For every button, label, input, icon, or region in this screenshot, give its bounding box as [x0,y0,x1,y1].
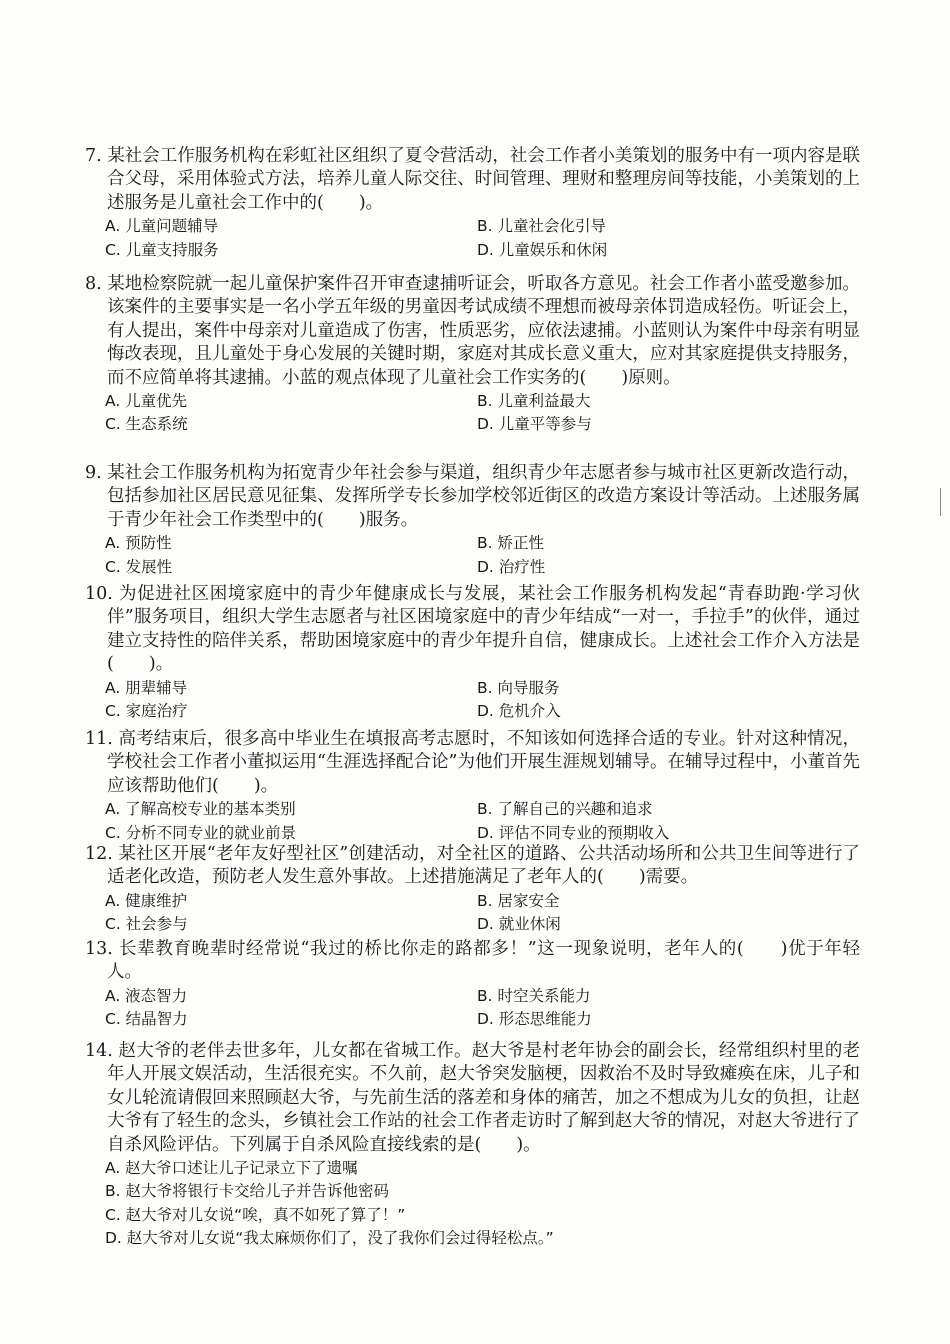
option-d: D. 就业休闲 [477,915,561,934]
option-a: A. 预防性 [105,534,172,553]
option-d: D. 儿童平等参与 [477,415,592,434]
question-10 [85,583,860,723]
option-c: C. 结晶智力 [105,1010,188,1029]
option-a: A. 健康维护 [105,891,188,910]
option-b: B. 时空关系能力 [477,986,591,1005]
option-a: A. 赵大爷口述让儿子记录立下了遗嘱 [105,1159,358,1178]
option-list [105,677,860,724]
option-list [105,985,860,1032]
question-stem: 7. 某社会工作服务机构在彩虹社区组织了夏令营活动，社会工作者小美策划的服务中有一项内容是联合父母，采用体验式方法，培养儿童人际交往、时间管理、理财和整理房间等技能，小美策划的上述服务是儿童社会工作中的( )。 [85,146,860,213]
option-list [105,532,860,579]
question-12 [85,843,860,937]
question-14 [85,1040,860,1251]
question-stem: 14. 赵大爷的老伴去世多年，儿女都在省城工作。赵大爷是村老年协会的副会长，经常组织村里的老年人开展文娱活动，生活很充实。不久前，赵大爷突发脑梗，因救治不及时导致瘫痪在床，儿子和女儿轮流请假回来照顾赵大爷，与先前生活的落差和身体的痛苦，加之不想成为儿女的负担，让赵大爷有了轻生的念头，乡镇社会工作站的社会工作者走访时了解到赵大爷的情况，对赵大爷进行了自杀风险评估。下列属于自杀风险直接线索的是( )。 [85,1041,860,1155]
question-stem: 12. 某社区开展“老年友好型社区”创建活动，对全社区的道路、公共活动场所和公共卫生间等进行了适老化改造，预防老人发生意外事故。上述措施满足了老年人的( )需要。 [85,844,860,888]
option-c: C. 分析不同专业的就业前景 [105,823,297,842]
option-c: C. 赵大爷对儿女说“唉，真不如死了算了！” [105,1205,406,1224]
question-stem: 10. 为促进社区困境家庭中的青少年健康成长与发展，某社会工作服务机构发起“青春助跑·学习伙伴”服务项目，组织大学生志愿者与社区困境家庭中的青少年结成“一对一，手拉手”的伙伴，通过建立支持性的陪伴关系，帮助困境家庭中的青少年提升自信，健康成长。上述社会工作介入方法是( )。 [85,584,860,675]
question-stem: 13. 长辈教育晚辈时经常说“我过的桥比你走的路都多！”这一现象说明，老年人的( )优于年轻人。 [85,939,860,983]
question-stem: 8. 某地检察院就一起儿童保护案件召开审查逮捕听证会，听取各方意见。社会工作者小蓝受邀参加。该案件的主要事实是一名小学五年级的男童因考试成绩不理想而被母亲体罚造成轻伤。听证会上，有人提出，案件中母亲对儿童造成了伤害，性质恶劣，应依法逮捕。小蓝则认为案件中母亲有明显悔改表现，且儿童处于身心发展的关键时期，家庭对其成长意义重大，应对其家庭提供支持服务，而不应简单将其逮捕。小蓝的观点体现了儿童社会工作实务的( )原则。 [85,274,860,388]
option-list [105,890,860,937]
option-b: B. 儿童社会化引导 [477,217,606,236]
option-list [105,215,860,262]
option-c: C. 生态系统 [105,415,188,434]
question-7 [85,145,860,262]
option-a: A. 了解高校专业的基本类别 [105,800,296,819]
option-a: A. 儿童优先 [105,392,188,411]
option-c: C. 家庭治疗 [105,702,188,721]
option-d: D. 治疗性 [477,557,546,576]
question-11 [85,728,860,845]
option-d: D. 儿童娱乐和休闲 [477,240,608,259]
question-stem: 11. 高考结束后，很多高中毕业生在填报高考志愿时，不知该如何选择合适的专业。针对这种情况，学校社会工作者小董拟运用“生涯选择配合论”为他们开展生涯规划辅导。在辅导过程中，小董首先应该帮助他们( )。 [85,729,860,796]
option-a: A. 儿童问题辅导 [105,217,219,236]
question-8 [85,273,860,437]
option-d: D. 赵大爷对儿女说“我太麻烦你们了，没了我你们会过得轻松点。” [105,1229,554,1248]
option-c: C. 儿童支持服务 [105,240,219,259]
option-d: D. 危机介入 [477,702,561,721]
question-9 [85,462,860,579]
option-a: A. 朋辈辅导 [105,678,188,697]
option-list [105,390,860,437]
option-b: B. 赵大爷将银行卡交给儿子并告诉他密码 [105,1182,389,1201]
option-list [105,798,860,845]
scan-margin-mark [940,488,941,516]
option-b: B. 了解自己的兴趣和追求 [477,800,653,819]
question-stem: 9. 某社会工作服务机构为拓宽青少年社会参与渠道，组织青少年志愿者参与城市社区更新改造行动，包括参加社区居民意见征集、发挥所学专长参加学校邻近街区的改造方案设计等活动。上述服务属于青少年社会工作类型中的( )服务。 [85,463,860,530]
option-b: B. 居家安全 [477,891,560,910]
option-d: D. 形态思维能力 [477,1010,592,1029]
option-list [105,1157,860,1251]
option-b: B. 向导服务 [477,678,560,697]
question-13 [85,938,860,1032]
option-b: B. 儿童利益最大 [477,392,591,411]
option-c: C. 发展性 [105,557,173,576]
option-a: A. 液态智力 [105,986,188,1005]
option-c: C. 社会参与 [105,915,188,934]
option-b: B. 矫正性 [477,534,544,553]
option-d: D. 评估不同专业的预期收入 [477,823,670,842]
